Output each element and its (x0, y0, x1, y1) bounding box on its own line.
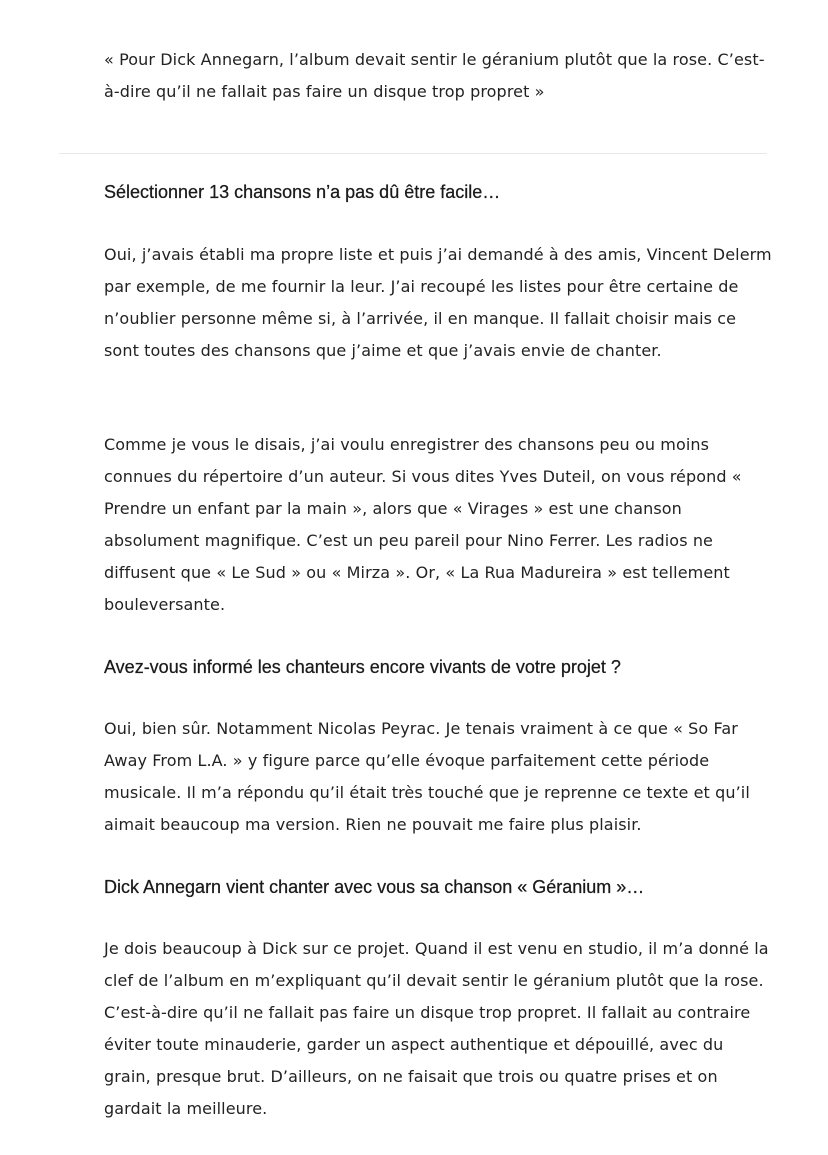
pull-quote: « Pour Dick Annegarn, l’album devait sentir le géranium plutôt que la rose. C’est-à-dire qu’il ne fallait pas faire un disque trop propret » (104, 50, 765, 101)
answer-paragraph-2: Comme je vous le disais, j’ai voulu enregistrer des chansons peu ou moins connues du répertoire d’un auteur. Si vous dites Yves Duteil, on vous répond « Prendre un enfant par la main », alors que « Virages » est une chanson absolument magnifique. C’est un peu pareil pour Nino Ferrer. Les radios ne diffusent que « Le Sud » ou « Mirza ». Or, « La Rua Madureira » est tellement bouleversante. (104, 435, 742, 614)
question-heading-2: Avez-vous informé les chanteurs encore vivants de votre projet ? (104, 657, 621, 677)
answer-paragraph-4: Je dois beaucoup à Dick sur ce projet. Quand il est venu en studio, il m’a donné la clef de l’album en m’expliquant qu’il devait sentir le géranium plutôt que la rose. C’est-à-dire qu’il ne fallait pas faire un disque trop propret. Il fallait au contraire éviter toute minauderie, garder un aspect authentique et dépouillé, avec du grain, presque brut. D’ailleurs, on ne faisait que trois ou quatre prises et on gardait la meilleure. (104, 939, 769, 1118)
question-heading-3: Dick Annegarn vient chanter avec vous sa chanson « Géranium »… (104, 877, 645, 897)
answer-paragraph-3: Oui, bien sûr. Notamment Nicolas Peyrac. Je tenais vraiment à ce que « So Far Away From L.A. » y figure parce qu’elle évoque parfaitement cette période musicale. Il m’a répondu qu’il était très touché que je reprenne ce texte et qu’il aimait beaucoup ma version. Rien ne pouvait me faire plus plaisir. (104, 719, 750, 834)
section-divider (59, 153, 767, 154)
question-heading-1: Sélectionner 13 chansons n’a pas dû être facile… (104, 182, 501, 202)
answer-paragraph-1: Oui, j’avais établi ma propre liste et puis j’ai demandé à des amis, Vincent Delerm par exemple, de me fournir la leur. J’ai recoupé les listes pour être certaine de n’oublier personne même si, à l’arrivée, il en manque. Il fallait choisir mais ce sont toutes des chansons que j’aime et que j’avais envie de chanter. (104, 245, 772, 360)
